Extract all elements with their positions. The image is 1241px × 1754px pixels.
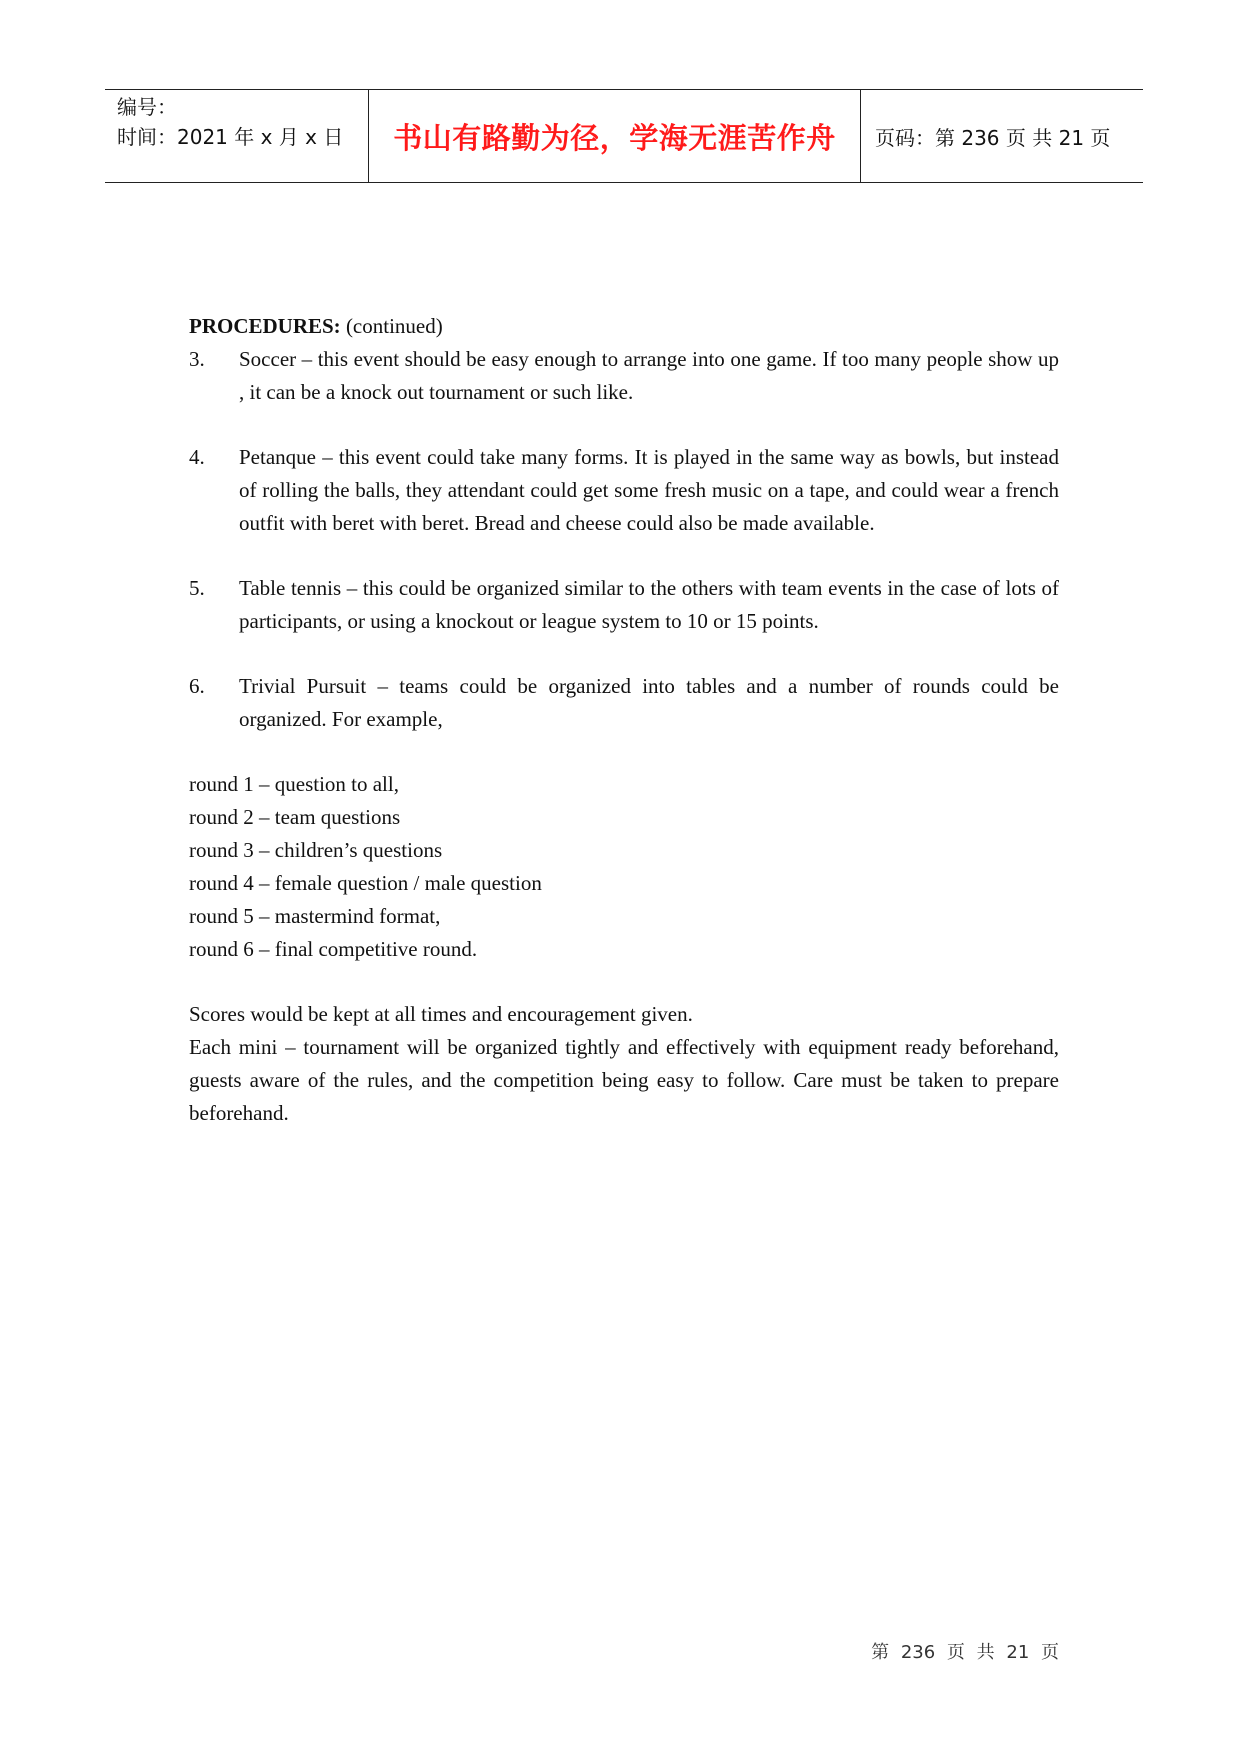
round-line: round 6 – final competitive round. (189, 937, 478, 961)
list-item-text: Trivial Pursuit – teams could be organized into tables and a number of rounds could be organized. For example, (239, 674, 1059, 731)
list-item (189, 670, 1059, 736)
list-item-number: 6. (189, 674, 205, 698)
page-footer: 第 236 页 共 21 页 (871, 1642, 1059, 1663)
header-meta (105, 90, 369, 182)
number-label: 编号： (117, 95, 177, 119)
section-heading-suffix: (continued) (345, 314, 443, 338)
list-item-number: 5. (189, 576, 205, 600)
section-heading (189, 310, 1059, 343)
paragraph-tournament: Each mini – tournament will be organized tightly and effectively with equipment ready beforehand, guests aware of the rules, and the competition being easy to follow. Care must be taken to prepare beforehand. (189, 1035, 1059, 1125)
round-line: round 3 – children’s questions (189, 838, 443, 862)
list-item (189, 343, 1059, 409)
document-header (105, 89, 1143, 183)
list-item-number: 4. (189, 445, 205, 469)
document-body (189, 310, 1059, 1130)
header-page-label: 页码：第 236 页 共 21 页 (875, 125, 1111, 150)
round-line: round 5 – mastermind format, (189, 904, 441, 928)
time-label: 时间：2021 年 x 月 x 日 (117, 125, 344, 149)
list-item (189, 441, 1059, 540)
list-item-number: 3. (189, 347, 205, 371)
list-item (189, 572, 1059, 638)
list-item-text: Petanque – this event could take many forms. It is played in the same way as bowls, but instead of rolling the balls, they attendant could get some fresh music on a tape, and could wear a french outfit with beret with beret. Bread and cheese could also be made available. (239, 445, 1059, 535)
section-heading-title: PROCEDURES: (189, 314, 341, 338)
header-motto: 书山有路勤为径，学海无涯苦作舟 (369, 90, 861, 182)
round-line: round 2 – team questions (189, 805, 401, 829)
rounds-list (189, 768, 1059, 966)
list-item-text: Soccer – this event should be easy enough to arrange into one game. If too many people show up , it can be a knock out tournament or such like. (239, 347, 1059, 404)
paragraph-scores: Scores would be kept at all times and encouragement given. (189, 1002, 693, 1026)
list-item-text: Table tennis – this could be organized similar to the others with team events in the case of lots of participants, or using a knockout or league system to 10 or 15 points. (239, 576, 1059, 633)
round-line: round 4 – female question / male question (189, 871, 542, 895)
round-line: round 1 – question to all, (189, 772, 399, 796)
